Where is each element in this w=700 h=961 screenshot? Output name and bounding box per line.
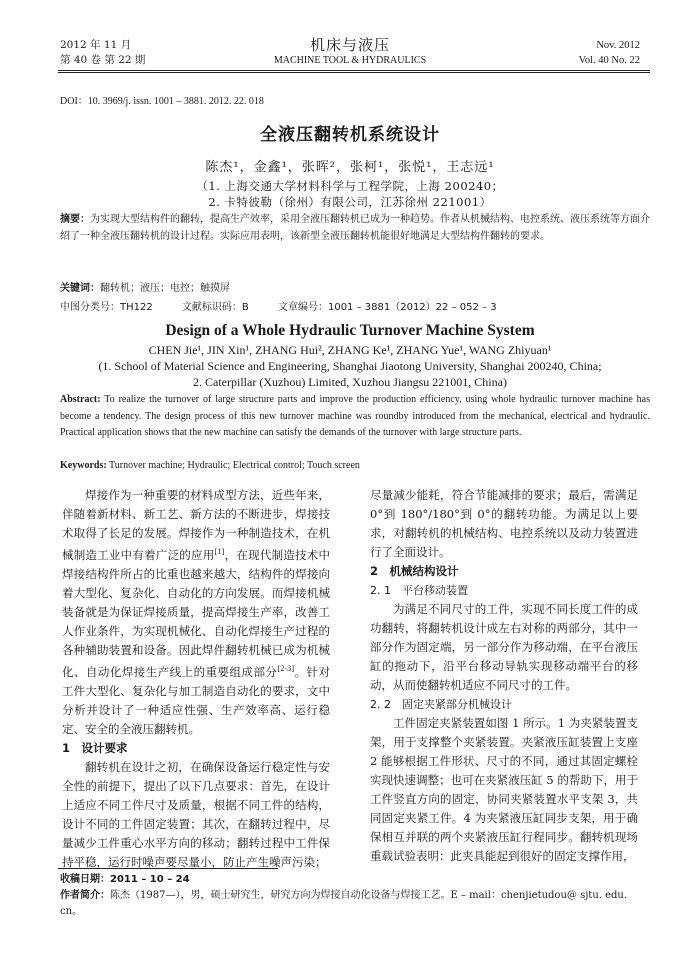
title-en: Design of a Whole Hydraulic Turnover Machine System <box>165 322 535 339</box>
body-column-left <box>62 486 330 872</box>
authors-en: CHEN Jie¹, JIN Xin¹, ZHANG Hui², ZHANG Ke¹, ZHANG Yue¹, WANG Zhiyuan¹ <box>148 343 552 357</box>
intro-paragraph: 焊接作为一种重要的材料成型方法，近些年来，伴随着新材料、新工艺、新方法的不断进步，焊接技术取得了长足的发展。焊接作为一种制造技术，在机械制造工业中有着广泛的应用[1]，在现代制造技术中焊接结构件所占的比重也越来越大，结构件的焊接向着大型化、复杂化、自动化的方向发展。而焊接机械装备就是为保证焊接质量，提高焊接生产率，改善工人作业条件，为实现机械化、自动化焊接生产过程的各种辅助装置和设备。因此焊件翻转机械已成为机械化、自动化焊接生产线上的重要组成部分[2-3]。针对工件大型化、复杂化与加工制造自动化的要求，文中分析并设计了一种适应性强、生产效率高、运行稳定、安全的全液压翻转机。 <box>62 488 331 736</box>
journal-volume-en <box>579 38 640 68</box>
keywords-cn-label: 关键词： <box>60 283 100 294</box>
continued-paragraph: 尽量减少能耗，符合节能减排的要求；最后，需满足 0°到 180°/180°到 0°的翻转功能。为满足以上要求，对翻转机的机械结构、电控系统以及动力装置进行了全面设计。 <box>370 488 638 559</box>
header-rule-2 <box>58 72 650 73</box>
footnote-rule <box>58 868 278 869</box>
section-2-2-text: 工件固定夹紧装置如图 1 所示。1 为夹紧装置支架，用于支撑整个夹紧装置。夹紧液压缸装置上支座 2 能够根据工件形状、尺寸的不同，通过其固定螺栓实现快速调整；也可在夹紧液压缸 5 的帮助下，用于工件竖直方向的固定，协同夹紧装置水平支架 3，共同固定夹紧工件。4 为夹紧液压缸同步支架，用于确保相互并联的两个夹紧液压缸行程同步。翻转机现场重载试验表明：此夹具能起到很好的固定支撑作用， <box>370 716 638 863</box>
affiliation-cn-2: 2. 卡特彼勒（徐州）有限公司，江苏徐州 221001） <box>208 195 492 209</box>
keywords-en-label: Keywords: <box>60 460 107 471</box>
section-2-1-heading: 2. 1 平台移动装置 <box>370 584 468 597</box>
header-rule <box>58 70 650 71</box>
issue-date-en: Nov. 2012 <box>596 40 640 51</box>
abstract-en <box>60 392 650 442</box>
volume-issue-cn: 第 40 卷 第 22 期 <box>60 54 146 66</box>
article-number: 文章编号：1001 – 3881（2012）22 – 052 – 3 <box>277 302 497 313</box>
abstract-cn-label: 摘要： <box>60 214 90 225</box>
journal-title-en: MACHINE TOOL & HYDRAULICS <box>273 55 427 66</box>
affiliation-en-2: 2. Caterpillar (Xuzhou) Limited, Xuzhou Jiangsu 221001, China) <box>193 375 507 389</box>
abstract-en-label: Abstract: <box>60 394 101 405</box>
clc-number: 中图分类号：TH122 <box>60 302 153 313</box>
classification-line <box>60 298 650 313</box>
keywords-cn-text: 翻转机；液压；电控；触摸屏 <box>100 283 230 294</box>
affiliation-en-1: (1. School of Material Science and Engineering, Shanghai Jiaotong University, Shanghai 200240, China; <box>98 359 602 373</box>
authors-cn: 陈杰¹，金鑫¹，张晖²，张柯¹，张悦¹，王志远¹ <box>205 160 495 175</box>
doi: DOI：10. 3969/j. issn. 1001 – 3881. 2012. 22. 018 <box>60 96 264 107</box>
abstract-en-text: To realize the turnover of large structure parts and improve the production efficiency, using whole hydraulic turnover machine has become a tendency. The design process of this new turnover machine was roundby introduced from the mechanical, electrical and hydraulic. Practical application shows that the new machine can satisfy the demands of the turnover with large structure parts. <box>60 394 650 438</box>
keywords-en-text: Turnover machine; Hydraulic; Electrical control; Touch screen <box>109 460 360 471</box>
abstract-cn-text: 为实现大型结构件的翻转，提高生产效率，采用全液压翻转机已成为一种趋势。作者从机械结构、电控系统、液压系统等方面介绍了一种全液压翻转机的设计过程。实际应用表明，该新型全液压翻转机能很好地满足大型结构件翻转的要求。 <box>60 214 650 242</box>
title-cn: 全液压翻转机系统设计 <box>260 125 440 145</box>
author-bio-label: 作者简介： <box>60 890 110 901</box>
keywords-cn <box>60 281 650 296</box>
received-date: 收稿日期：2011 – 10 – 24 <box>60 874 190 885</box>
section-1-heading: 1 设计要求 <box>62 740 128 755</box>
issue-date: 2012 年 11 月 <box>60 39 132 51</box>
citation-1: [1] <box>214 548 225 556</box>
body-column-right <box>370 486 638 866</box>
section-2-heading: 2 机械结构设计 <box>370 564 459 578</box>
author-bio <box>60 888 650 920</box>
section-1-text: 翻转机在设计之初，在确保设备运行稳定性与安全性的前提下，提出了以下几点要求：首先，在设计上适应不同工件尺寸及质量，根据不同工件的结构，设计不同的工件固定装置；其次，在翻转过程中，尽量减少工件重心水平方向的移动；翻转过程中工件保持平稳，运行时噪声要尽量小，防止产生噪声污染； <box>62 759 330 869</box>
document-code: 文献标识码：B <box>181 302 249 313</box>
author-bio-text: 陈杰（1987—），男，硕士研究生，研究方向为焊接自动化设备与焊接工艺。E – mail：chenjietudou@ sjtu. edu. cn。 <box>60 890 628 917</box>
section-2-1-text: 为满足不同尺寸的工件，实现不同长度工件的成功翻转，将翻转机设计成左右对称的两部分，其中一部分作为固定端，另一部分作为移动端，在平台液压缸的拖动下，沿平台移动导轨实现移动端平台的移动，从而使翻转机适应不同尺寸的工件。 <box>370 602 638 692</box>
section-2-2-heading: 2. 2 固定夹紧部分机械设计 <box>370 698 512 711</box>
volume-issue-en: Vol. 40 No. 22 <box>578 55 640 66</box>
citation-2-3: [2-3] <box>277 664 295 673</box>
abstract-cn <box>60 211 650 245</box>
affiliation-cn-1: （1. 上海交通大学材料科学与工程学院，上海 200240； <box>196 179 504 193</box>
keywords-en <box>60 460 650 471</box>
journal-title-cn: 机床与液压 <box>309 36 390 54</box>
